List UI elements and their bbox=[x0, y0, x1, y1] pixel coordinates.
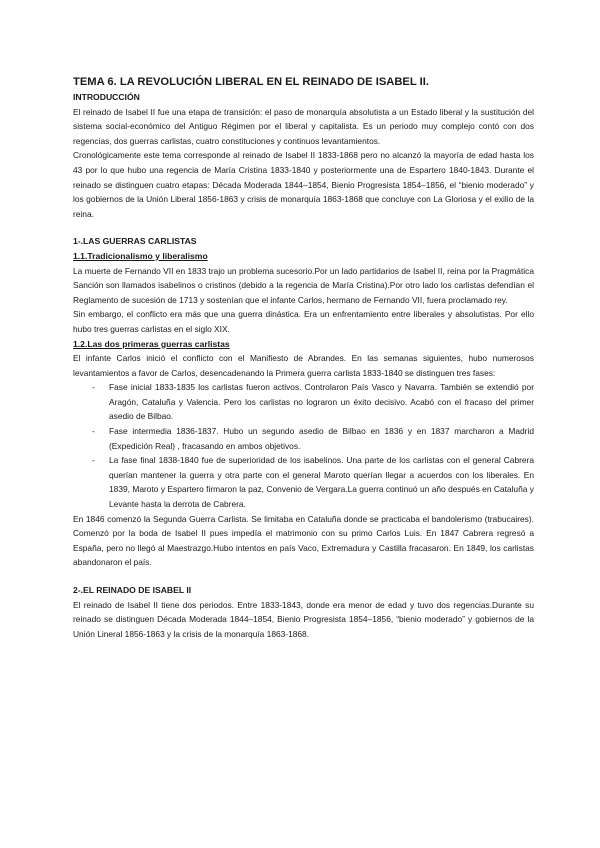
list-item bbox=[73, 453, 534, 511]
phase-text: Fase inicial 1833-1835 los carlistas fueron activos. Controlaron País Vasco y Navarra. También se extendió por Aragón, Cataluña y Valencia. Pero los carlistas no lograron un éxito decisivo. Acabó con el fracaso del primer asedio de Bilbao. bbox=[109, 382, 534, 422]
bullet-dash: - bbox=[92, 382, 95, 393]
subsection-1-1-heading: 1.1.Tradicionalismo y liberalismo bbox=[73, 250, 208, 261]
section-1-paragraph-3: El infante Carlos inició el conflicto con el Manifiesto de Abrandes. En las semanas siguientes, hubo numerosos levantamientos a favor de Carlos, desencadenando la Primera guerra carlista 1833-1840 se distinguen tres fases: bbox=[73, 353, 534, 378]
spacer bbox=[73, 570, 534, 583]
phase-text: Fase intermedia 1836-1837. Hubo un segundo asedio de Bilbao en 1836 y en 1837 marcharon a Madrid (Expedición Real) , fracasando en ambos objetivos. bbox=[109, 426, 534, 451]
intro-paragraph-2: Cronológicamente este tema corresponde al reinado de Isabel II 1833-1868 pero no alcanzó la mayoría de edad hasta los 43 por lo que hubo una regencia de María Cristina 1833-1840 y posteriormente una de Espartero 1840-1843. Durante el reinado se distinguen cuatro etapas: Década Moderada 1844–1854, Bienio Progresista 1854–1856, el “bienio moderado” y los gobiernos de la Unión Liberal 1856-1863 y crisis de monarquía 1863-1868 que concluye con La Gloriosa y el exilio de la reina. bbox=[73, 150, 534, 219]
bullet-dash: - bbox=[92, 426, 95, 437]
subsection-1-2-heading: 1.2.Las dos primeras guerras carlistas bbox=[73, 338, 230, 349]
spacer bbox=[73, 221, 534, 234]
section-1-paragraph-4: En 1846 comenzó la Segunda Guerra Carlista. Se limitaba en Cataluña donde se practicaba el bandolerismo (trabucaires). Comenzó por la boda de Isabel II pues impedía el matrimonio con su primo Carlos Luis. En 1847 Cabrera regresó a España, pero no llegó al Maestrazgo.Hubo intentos en país Vaco, Extremadura y Castilla fracasaron. En 1849, los carlistas abandonaron el país. bbox=[73, 513, 534, 568]
intro-paragraph-1: El reinado de Isabel II fue una etapa de transición: el paso de monarquía absolutista a un Estado liberal y la sustitución del sistema social-económico del Antiguo Régimen por el liberal y capitalista. Es un periodo muy complejo contó con dos regencias, dos guerras carlistas, cuatro constituciones y continuos levantamientos. bbox=[73, 106, 534, 146]
document-title: TEMA 6. LA REVOLUCIÓN LIBERAL EN EL REINADO DE ISABEL II. bbox=[73, 76, 429, 88]
section-1-paragraph-2: Sin embargo, el conflicto era más que una guerra dinástica. Era un enfrentamiento entre liberales y absolutistas. Por ello hubo tres guerras carlistas en el siglo XIX. bbox=[73, 309, 534, 334]
bullet-dash: - bbox=[92, 455, 95, 466]
list-item bbox=[73, 380, 534, 424]
section-1-heading: 1-.LAS GUERRAS CARLISTAS bbox=[73, 236, 197, 247]
section-2-paragraph-1: El reinado de Isabel II tiene dos periodos. Entre 1833-1843, donde era menor de edad y tuvo dos regencias.Durante su reinado se distinguen Década Moderada 1844–1854, Bienio Progresista 1854–1856, “bienio moderado” y gobiernos de la Unión Lineral 1856-1863 y la crisis de la monarquía 1863-1868. bbox=[73, 599, 534, 639]
phases-list bbox=[73, 380, 534, 511]
section-1-paragraph-1: La muerte de Fernando VII en 1833 trajo un problema sucesorio.Por un lado partidarios de Isabel II, reina por la Pragmática Sanción son llamados isabelinos o cristinos (debido a la regencia de María Cristina).Por otro lado los carlistas defendían el Reglamento de sucesión de 1713 y sostenían que el infante Carlos, hermano de Fernando VII, fuera proclamado rey. bbox=[73, 265, 534, 305]
intro-heading: INTRODUCCIÓN bbox=[73, 92, 140, 102]
phase-text: La fase final 1838-1840 fue de superioridad de los isabelinos. Una parte de los carlistas con el general Cabrera querían mantener la guerra y otra parte con el general Maroto querían llegar a acuerdos con los liberales. En 1839, Maroto y Espartero firmaron la paz, Convenio de Vergara.La guerra continuó un año después en Cataluña y Levante hasta la derrota de Cabrera. bbox=[109, 455, 534, 510]
list-item bbox=[73, 424, 534, 453]
section-2-heading: 2-.EL REINADO DE ISABEL II bbox=[73, 585, 192, 595]
